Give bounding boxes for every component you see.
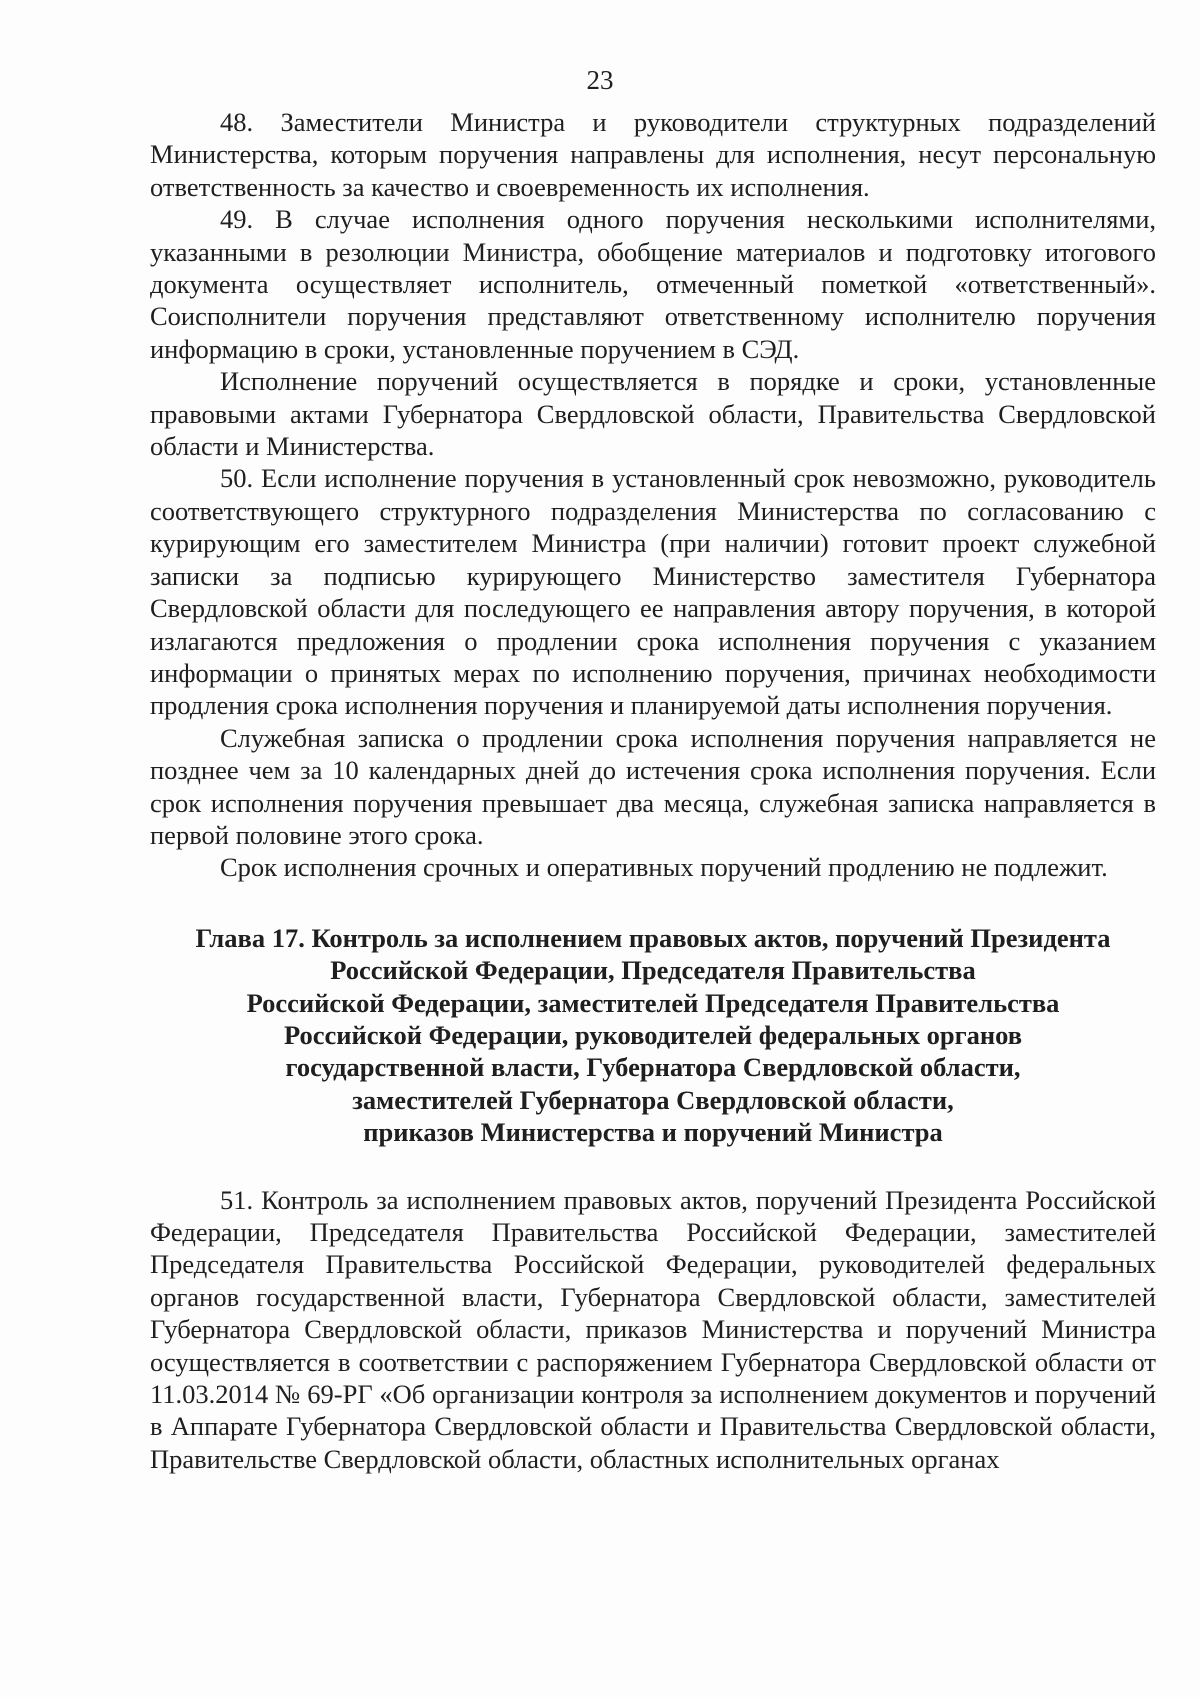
paragraph-49-continued: Исполнение поручений осуществляется в порядке и сроки, установленные правовыми актами Губернатора Свердловской области, Правительства Свердловской области и Министерства.	[150, 366, 1156, 462]
paragraph-48: 48. Заместители Министра и руководители структурных подразделений Министерства, которым поручения направлены для исполнения, несут персональную ответственность за качество и своевременность их исполнения.	[150, 107, 1156, 202]
heading-line: Глава 17. Контроль за исполнением правовых актов, поручений Президента	[195, 922, 1111, 953]
heading-line: приказов Министерства и поручений Министра	[363, 1117, 943, 1148]
paragraph-50-memo: Служебная записка о продлении срока исполнения поручения направляется не позднее чем за 10 календарных дней до истечения срока исполнения поручения. Если срок исполнения поручения превышает два месяца, служебная записка направляется в первой половине этого срока.	[150, 722, 1156, 850]
heading-line: заместителей Губернатора Свердловской области,	[352, 1084, 954, 1115]
chapter-17-heading	[150, 922, 1156, 1149]
paragraph-49: 49. В случае исполнения одного поручения несколькими исполнителями, указанными в резолюции Министра, обобщение материалов и подготовку итогового документа осуществляет исполнитель, отмеченный пометкой «ответственный». Соисполнители поручения представляют ответственному исполнителю поручения информацию в сроки, установленные поручением в СЭД.	[150, 204, 1156, 364]
document-body	[150, 106, 1156, 1475]
heading-line: государственной власти, Губернатора Свердловской области,	[285, 1052, 1021, 1083]
heading-line: Российской Федерации, заместителей Председателя Правительства	[246, 987, 1060, 1018]
heading-line: Российской Федерации, Председателя Правительства	[330, 955, 976, 986]
paragraph-50: 50. Если исполнение поручения в установленный срок невозможно, руководитель соответствующего структурного подразделения Министерства по согласованию с курирующим его заместителем Министра (при наличии) готовит проект служебной записки за подписью курирующего Министерство заместителя Губернатора Свердловской области для последующего ее направления автору поручения, в которой излагаются предложения о продлении срока исполнения поручения с указанием информации о принятых мерах по исполнению поручения, причинах необходимости продления срока исполнения поручения и планируемой даты исполнения поручения.	[150, 463, 1156, 721]
paragraph-50-urgent: Срок исполнения срочных и оперативных поручений продлению не подлежит.	[220, 852, 1108, 883]
page-number: 23	[586, 65, 614, 95]
paragraph-51: 51. Контроль за исполнением правовых актов, поручений Президента Российской Федерации, Председателя Правительства Российской Федерации, заместителей Председателя Правительства Российской Федерации, руководителей федеральных органов государственной власти, Губернатора Свердловской области, заместителей Губернатора Свердловской области, приказов Министерства и поручений Министра осуществляется в соответствии с распоряжением Губернатора Свердловской области от 11.03.2014 № 69-РГ «Об организации контроля за исполнением документов и поручений в Аппарате Губернатора Свердловской области и Правительства Свердловской области, Правительстве Свердловской области, областных исполнительных органах	[150, 1184, 1156, 1474]
heading-line: Российской Федерации, руководителей федеральных органов	[283, 1019, 1023, 1050]
